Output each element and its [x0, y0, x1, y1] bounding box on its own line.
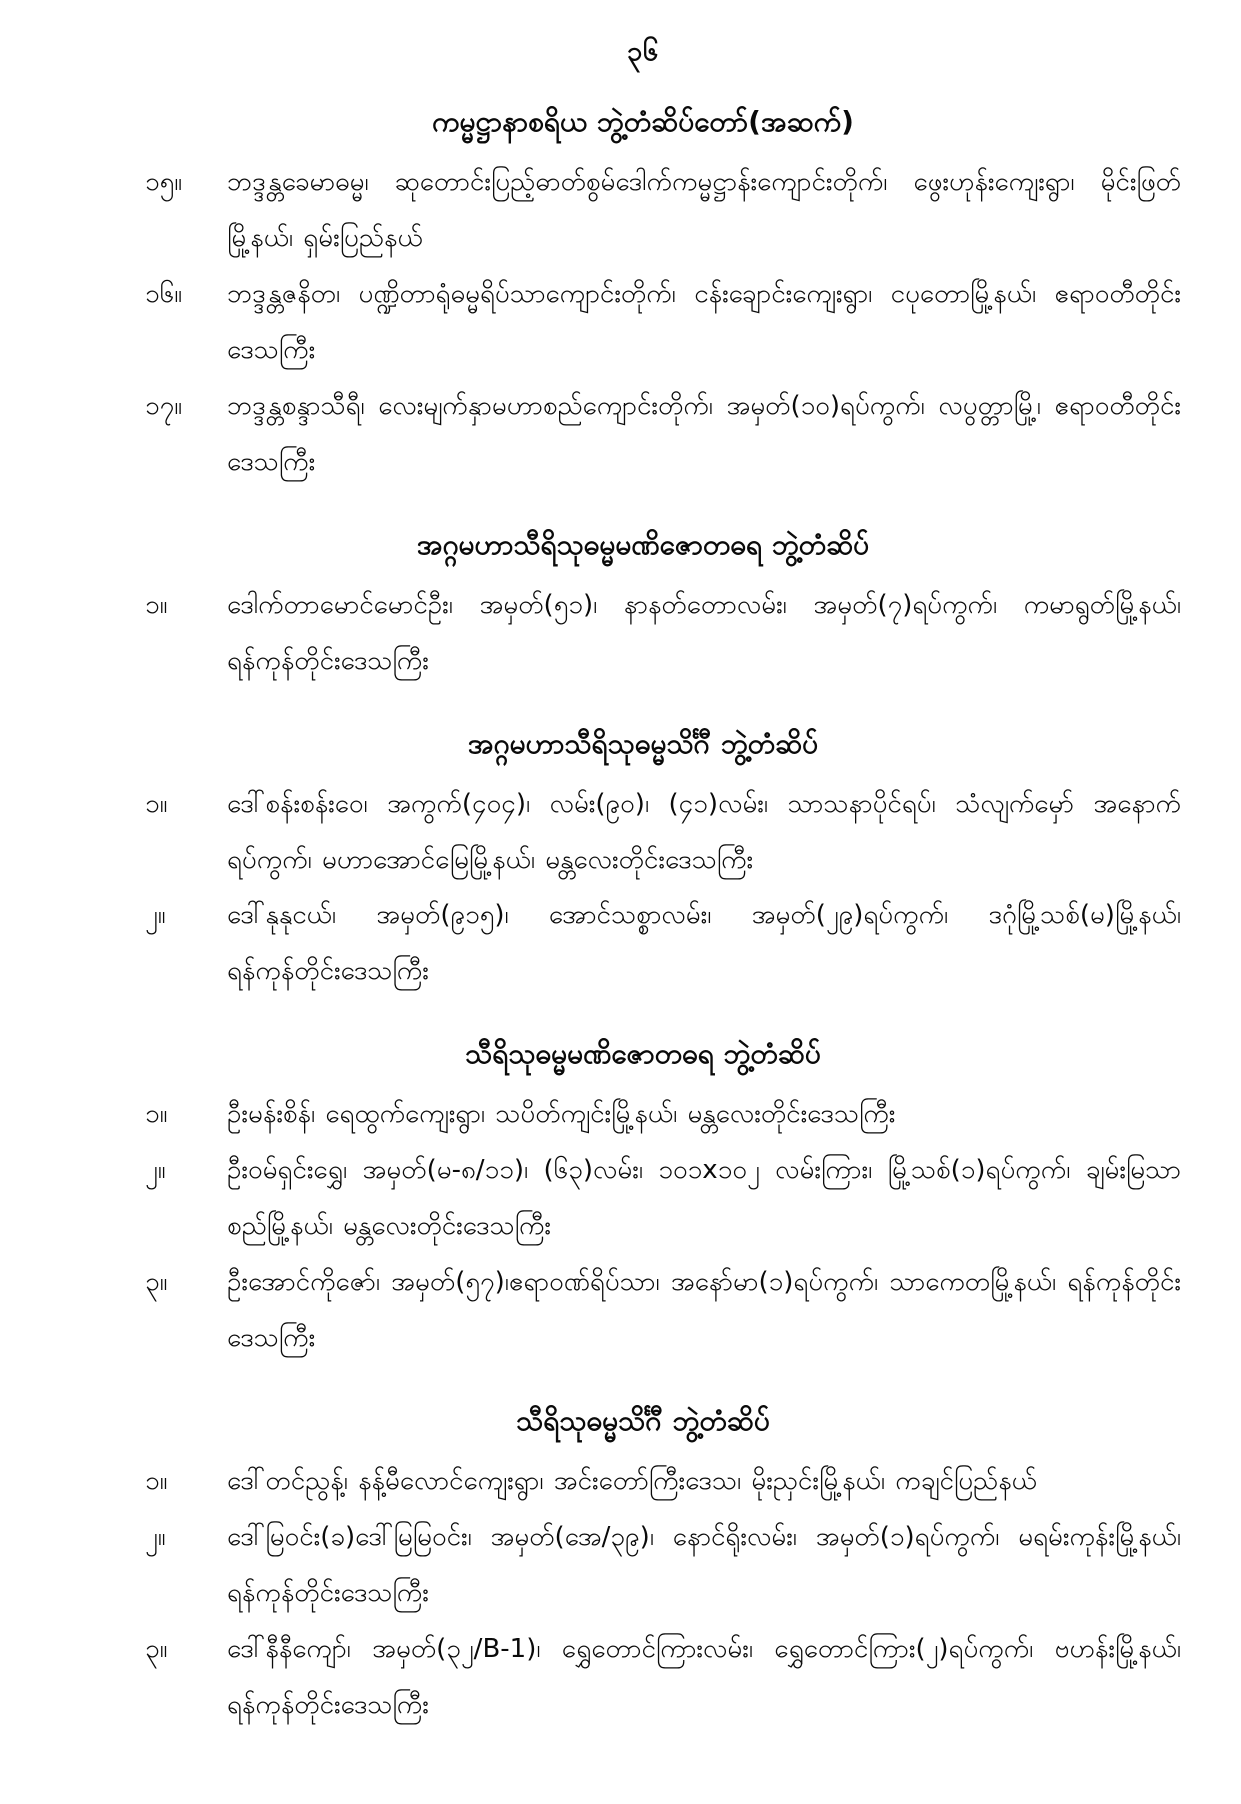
- list-item-text: ဒေါ်တင်ညွန့်၊ နန့်မီလောင်ကျေးရွာ၊ အင်းတော်ကြီးဒေသ၊ မိုးညှင်းမြို့နယ်၊ ကချင်ပြည်နယ်: [227, 1466, 1037, 1497]
- list-item: [145, 1087, 1181, 1143]
- list-item: [145, 1143, 1181, 1255]
- award-section: [145, 1034, 1181, 1367]
- section-heading: ကမ္မဋ္ဌာနာစရိယ ဘွဲ့တံဆိပ်တော်(အဆက်): [432, 105, 854, 138]
- list-item-number: ၃။: [145, 1633, 168, 1664]
- section-items: [145, 777, 1181, 1001]
- list-item: [145, 888, 1181, 1000]
- section-heading: အဂ္ဂမဟာသီရိသုဓမ္မမဏိဇောတဓရ ဘွဲ့တံဆိပ်: [416, 527, 870, 561]
- list-item-text: ဦးမန်းစိန်၊ ရေထွက်ကျေးရွာ၊ သပိတ်ကျင်းမြို့နယ်၊ မန္တလေးတိုင်းဒေသကြီး: [227, 1099, 896, 1130]
- list-item-text: ဦးဝမ်ရှင်းရွှေ၊ အမှတ်(မ-၈/၁၁)၊ (၆၃)လမ်း၊ ၁၀၁x၁၀၂ လမ်းကြား၊ မြို့သစ်(၁)ရပ်ကွက်၊ ချမ်းမြသာစည်မြို့နယ်၊ မန္တလေးတိုင်းဒေသကြီး: [227, 1155, 1181, 1242]
- list-item-text: ဦးအောင်ကိုဇော်၊ အမှတ်(၅၇)၊ဧရာဝဏ်ရိပ်သာ၊ အနော်မာ(၁)ရပ်ကွက်၊ သာကေတမြို့နယ်၊ ရန်ကုန်တိုင်းဒေသကြီး: [227, 1267, 1181, 1353]
- award-section: [145, 102, 1181, 491]
- list-item-number: ၁။: [145, 1099, 168, 1130]
- list-item-text: ဒေါ်နီနီကျော်၊ အမှတ်(၃၂/B-1)၊ ရွှေတောင်ကြားလမ်း၊ ရွှေတောင်ကြား(၂)ရပ်ကွက်၊ ဗဟန်းမြို့နယ်၊ ရန်ကုန်တိုင်းဒေသကြီး: [227, 1633, 1181, 1720]
- list-item-number: ၂။: [145, 1155, 166, 1186]
- section-heading: အဂ္ဂမဟာသီရိသုဓမ္မသိင်္ဂီ ဘွဲ့တံဆိပ်: [467, 726, 819, 760]
- list-item: [145, 777, 1181, 889]
- list-item: [145, 1622, 1181, 1734]
- list-item-text: ဘဒ္ဒန္တဇနိတ၊ ပဏ္ဍိတာရုံဓမ္မရိပ်သာကျောင်းတိုက်၊ ငန်းချောင်းကျေးရွာ၊ ငပုတောမြို့နယ်၊ ဧရာဝတီတိုင်းဒေသကြီး: [227, 278, 1181, 365]
- section-items: [145, 155, 1181, 490]
- list-item-number: ၂။: [145, 900, 166, 931]
- list-item: [145, 379, 1181, 491]
- page-number: ၃၆: [626, 36, 660, 67]
- list-item-number: ၃။: [145, 1267, 168, 1298]
- list-item-number: ၂။: [145, 1521, 166, 1552]
- list-item-number: ၁။: [145, 589, 168, 620]
- list-item-text: ဒေါ်မြဝင်း(ခ)ဒေါ်မြမြဝင်း၊ အမှတ်(အေ/၃၉)၊ နောင်ရိုးလမ်း၊ အမှတ်(၁)ရပ်ကွက်၊ မရမ်းကုန်းမြို့နယ်၊ ရန်ကုန်တိုင်းဒေသကြီး: [227, 1521, 1181, 1608]
- list-item-number: ၁၅။: [145, 167, 183, 198]
- award-section: [145, 724, 1181, 1001]
- section-items: [145, 1087, 1181, 1366]
- list-item: [145, 267, 1181, 379]
- list-item-text: ဒေါ်စန်းစန်းဝေ၊ အကွက်(၄၀၄)၊ လမ်း(၉၀)၊ (၄၁)လမ်း၊ သာသနာပိုင်ရပ်၊ သံလျက်မှော် အနောက်ရပ်ကွက်၊ မဟာအောင်မြေမြို့နယ်၊ မန္တလေးတိုင်းဒေသကြီး: [227, 788, 1181, 875]
- award-section: [145, 1401, 1181, 1734]
- list-item-number: ၁၆။: [145, 278, 183, 309]
- award-section: [145, 525, 1181, 690]
- list-item-number: ၁။: [145, 788, 168, 819]
- section-heading: သီရိသုဓမ္မမဏိဇောတဓရ ဘွဲ့တံဆိပ်: [465, 1037, 821, 1071]
- list-item: [145, 578, 1181, 690]
- list-item: [145, 1454, 1181, 1510]
- section-heading: သီရိသုဓမ္မသိင်္ဂီ ဘွဲ့တံဆိပ်: [516, 1403, 770, 1437]
- sections-container: [145, 102, 1181, 1734]
- list-item: [145, 1255, 1181, 1367]
- list-item-number: ၁။: [145, 1466, 168, 1497]
- list-item-number: ၁၇။: [145, 390, 183, 421]
- list-item: [145, 1510, 1181, 1622]
- list-item-text: ဘဒ္ဒန္တစန္ဒာသီရီ၊ လေးမျက်နှာမဟာစည်ကျောင်းတိုက်၊ အမှတ်(၁၀)ရပ်ကွက်၊ လပွတ္တာမြို့၊ ဧရာဝတီတိုင်းဒေသကြီး: [227, 390, 1181, 477]
- section-items: [145, 1454, 1181, 1733]
- list-item: [145, 155, 1181, 267]
- section-items: [145, 578, 1181, 690]
- list-item-text: ဒေါ်နုနုငယ်၊ အမှတ်(၉၁၅)၊ အောင်သစ္စာလမ်း၊ အမှတ်(၂၉)ရပ်ကွက်၊ ဒဂုံမြို့သစ်(မ)မြို့နယ်၊ ရန်ကုန်တိုင်းဒေသကြီး: [227, 900, 1181, 987]
- list-item-text: ဒေါက်တာမောင်မောင်ဦး၊ အမှတ်(၅၁)၊ နာနတ်တောလမ်း၊ အမှတ်(၇)ရပ်ကွက်၊ ကမာရွတ်မြို့နယ်၊ ရန်ကုန်တိုင်းဒေသကြီး: [227, 589, 1181, 676]
- list-item-text: ဘဒ္ဒန္တခေမာဓမ္မ၊ ဆုတောင်းပြည့်ဓာတ်စွမ်ဒေါက်ကမ္မဋ္ဌာန်းကျောင်းတိုက်၊ ဖွေးဟုန်းကျေးရွာ၊ မိုင်းဖြတ်မြို့နယ်၊ ရှမ်းပြည်နယ်: [227, 167, 1181, 254]
